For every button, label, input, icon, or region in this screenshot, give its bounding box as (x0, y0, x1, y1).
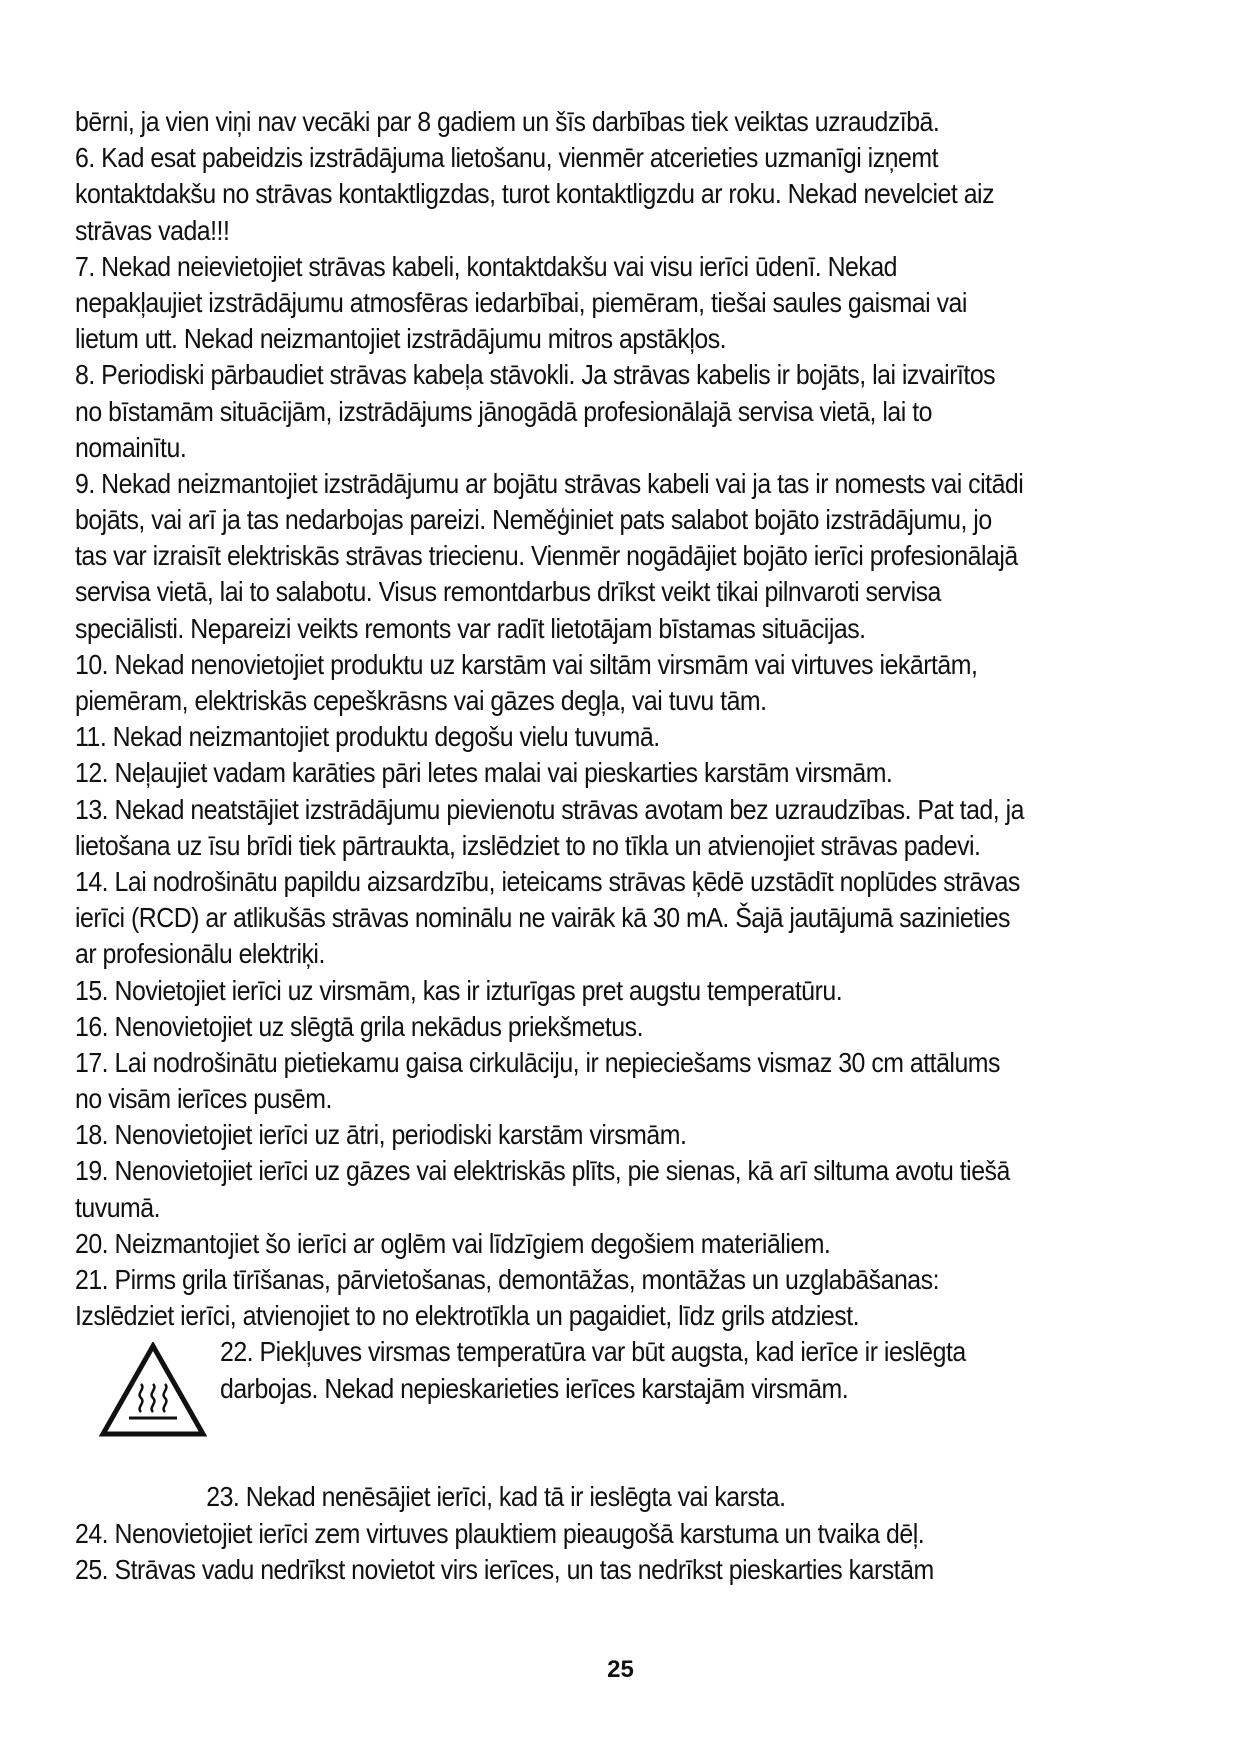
text-line: 16. Nenovietojiet uz slēgtā grila nekādus priekšmetus. (75, 1010, 643, 1042)
text-line: ierīci (RCD) ar atlikušās strāvas nominālu ne vairāk kā 30 mA. Šajā jautājumā sazinieties (75, 902, 1011, 934)
text-line: 12. Neļaujiet vadam karāties pāri letes malai vai pieskarties karstām virsmām. (75, 757, 893, 789)
text-line: 11. Nekad neizmantojiet produktu degošu vielu tuvumā. (75, 721, 660, 753)
text-line: piemēram, elektriskās cepeškrāsns vai gāzes degļa, vai tuvu tām. (75, 685, 767, 716)
text-line: tuvumā. (75, 1191, 161, 1223)
text-line: 21. Pirms grila tīrīšanas, pārvietošanas, demontāžas, montāžas un uzglabāšanas: (75, 1264, 940, 1295)
page-number: 25 (607, 1656, 634, 1683)
text-line: 20. Neizmantojiet šo ierīci ar oglēm vai līdzīgiem degošiem materiāliem. (75, 1227, 831, 1259)
text-line: servisa vietā, lai to salabotu. Visus remontdarbus drīkst veikt tikai pilnvaroti servisa (75, 576, 941, 608)
text-line: bērni, ja vien viņi nav vecāki par 8 gadiem un šīs darbības tiek veiktas uzraudzībā. (75, 106, 940, 137)
text-line: Izslēdziet ierīci, atvienojiet to no elektrotīkla un pagaidiet, līdz grils atdziest. (75, 1300, 860, 1332)
text-line: 25. Strāvas vadu nedrīkst novietot virs ierīces, un tas nedrīkst pieskarties karstām (75, 1553, 934, 1585)
text-line: lietošana uz īsu brīdi tiek pārtraukta, izslēdziet to no tīkla un atvienojiet strāvas padevi. (75, 829, 981, 861)
hot-surface-warning-icon (99, 1342, 207, 1438)
hot-surface-warning (75, 1334, 1185, 1479)
text-line: 17. Lai nodrošinātu pietiekamu gaisa cirkulāciju, ir nepieciešams vismaz 30 cm attālums (75, 1046, 1000, 1078)
text-line: 19. Nenovietojiet ierīci uz gāzes vai elektriskās plīts, pie sienas, kā arī siltuma avotu tiešā (75, 1155, 1010, 1187)
text-line: 24. Nenovietojiet ierīci zem virtuves plauktiem pieaugošā karstuma un tvaika dēļ. (75, 1517, 925, 1549)
warning-text (220, 1334, 1044, 1406)
text-line: nomainītu. (75, 431, 187, 463)
text-line: 6. Kad esat pabeidzis izstrādājuma lietošanu, vienmēr atcerieties uzmanīgi izņemt (75, 142, 939, 174)
text-line: speciālisti. Nepareizi veikts remonts var radīt lietotājam bīstamas situācijas. (75, 612, 866, 644)
text-line: tas var izraisīt elektriskās strāvas triecienu. Vienmēr nogādājiet bojāto ierīci profesionālajā (75, 540, 1018, 572)
text-line: 22. Piekļuves virsmas temperatūra var būt augsta, kad ierīce ir ieslēgta (220, 1336, 966, 1368)
text-line: strāvas vada!!! (75, 214, 230, 246)
text-line: 15. Novietojiet ierīci uz virsmām, kas ir izturīgas pret augstu temperatūru. (75, 974, 843, 1006)
text-line: 9. Nekad neizmantojiet izstrādājumu ar bojātu strāvas kabeli vai ja tas ir nomests vai citādi (75, 467, 1024, 499)
body-text (75, 104, 1185, 1588)
text-line: no bīstamām situācijām, izstrādājums jānogādā profesionālajā servisa vietā, lai to (75, 395, 932, 427)
text-line: 13. Nekad neatstājiet izstrādājumu pievienotu strāvas avotam bez uzraudzības. Pat tad, ja (75, 793, 1024, 825)
text-line: 23. Nekad nenēsājiet ierīci, kad tā ir ieslēgta vai karsta. (206, 1481, 786, 1513)
text-line: bojāts, vai arī ja tas nedarbojas pareizi. Neměģiniet pats salabot bojāto izstrādājumu, jo (75, 504, 992, 536)
text-line: kontaktdakšu no strāvas kontaktligzdas, turot kontaktligzdu ar roku. Nekad nevelciet aiz (75, 178, 995, 210)
text-line: 8. Periodiski pārbaudiet strāvas kabeļa stāvokli. Ja strāvas kabelis ir bojāts, lai izvairītos (75, 359, 996, 391)
text-line: darbojas. Nekad nepieskarieties ierīces karstajām virsmām. (220, 1372, 849, 1404)
text-line: 10. Nekad nenovietojiet produktu uz karstām vai siltām virsmām vai virtuves iekārtām, (75, 648, 978, 680)
text-line: 14. Lai nodrošinātu papildu aizsardzību, ieteicams strāvas ķēdē uzstādīt noplūdes strāvas (75, 865, 1020, 897)
text-line: no visām ierīces pusēm. (75, 1083, 332, 1115)
text-line: lietum utt. Nekad neizmantojiet izstrādājumu mitros apstākļos. (75, 323, 727, 355)
text-line: nepakļaujiet izstrādājumu atmosfēras iedarbībai, piemēram, tiešai saules gaismai vai (75, 286, 967, 318)
text-line: 7. Nekad neievietojiet strāvas kabeli, kontaktdakšu vai visu ierīci ūdenī. Nekad (75, 250, 898, 282)
text-line: ar profesionālu elektriķi. (75, 938, 325, 970)
text-line: 18. Nenovietojiet ierīci uz ātri, periodiski karstām virsmām. (75, 1119, 687, 1151)
